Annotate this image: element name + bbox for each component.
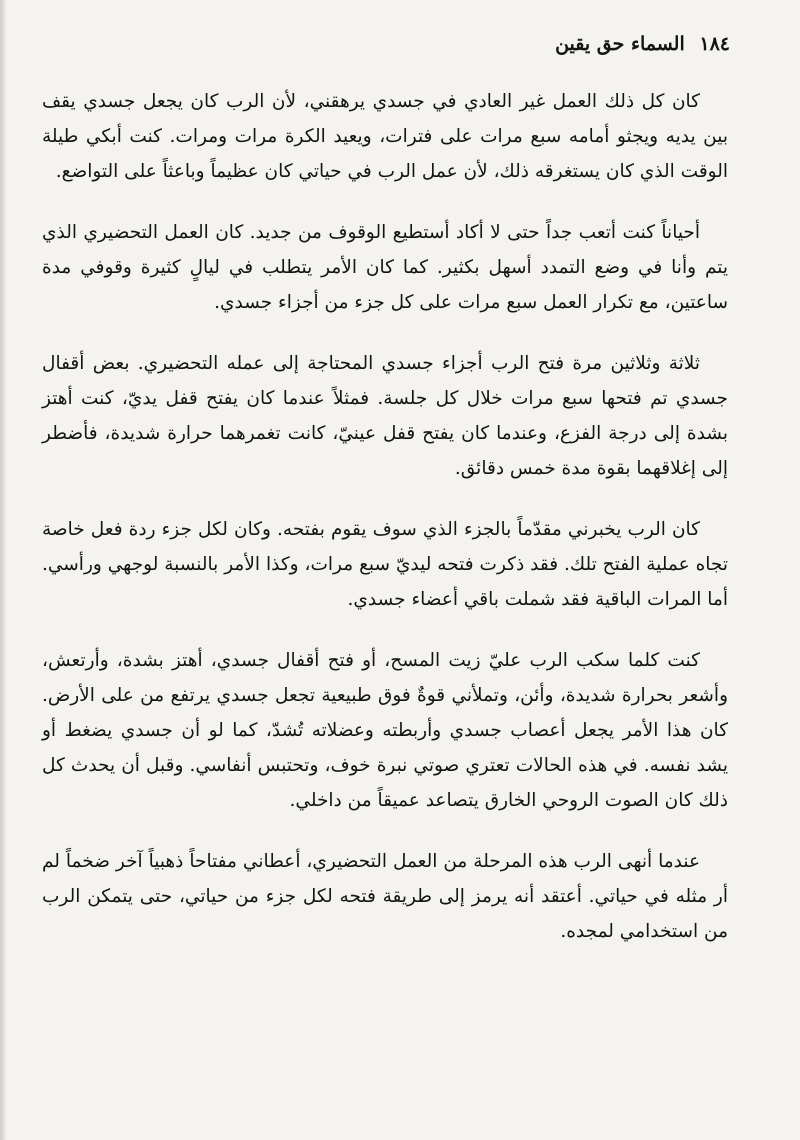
paragraph-4: كان الرب يخبرني مقدّماً بالجزء الذي سوف يقوم بفتحه. وكان لكل جزء ردة فعل خاصة تجاه عملية الفتح تلك. فقد ذكرت فتحه ليديّ سبع مرات، وكذا الأمر بالنسبة لوجهي ورأسي. أما المرات الباقية فقد شملت باقي أعضاء جسدي.	[42, 519, 728, 610]
running-header	[70, 28, 730, 60]
page-number: ١٨٤	[699, 33, 730, 55]
body-text	[42, 84, 728, 975]
paragraph-6: عندما أنهى الرب هذه المرحلة من العمل التحضيري، أعطاني مفتاحاً ذهبياً آخر ضخماً لم أر مثله في حياتي. أعتقد أنه يرمز إلى طريقة فتحه لكل جزء من حياتي، حتى يتمكن الرب من استخدامي لمجده.	[42, 851, 728, 942]
paragraph-3: ثلاثة وثلاثين مرة فتح الرب أجزاء جسدي المحتاجة إلى عمله التحضيري. بعض أقفال جسدي تم فتحها سبع مرات خلال كل جلسة. فمثلاً عندما كان يفتح قفل يديّ، كنت أهتز بشدة إلى درجة الفزع، وعندما كان يفتح قفل عينيّ، كانت تغمرهما حرارة شديدة، فأضطر إلى إغلاقهما بقوة مدة خمس دقائق.	[42, 353, 728, 479]
page-edge	[0, 0, 6, 1140]
paragraph-5: كنت كلما سكب الرب عليّ زيت المسح، أو فتح أقفال جسدي، أهتز بشدة، وأرتعش، وأشعر بحرارة شديدة، وأئن، وتملأني قوةٌ فوق طبيعية تجعل جسدي يرتفع من على الأرض. كان هذا الأمر يجعل أعصاب جسدي وأربطته وعضلاته تُشدّ، كما لو أن جسدي يضغط أو يشد نفسه. في هذه الحالات تعتري صوتي نبرة خوف، وتحتبس أنفاسي. وقبل أن يحدث كل ذلك كان الصوت الروحي الخارق يتصاعد عميقاً من داخلي.	[42, 650, 728, 811]
paragraph-1: كان كل ذلك العمل غير العادي في جسدي يرهقني، لأن الرب كان يجعل جسدي يقف بين يديه ويجثو أمامه سبع مرات على فترات، ويعيد الكرة مرات ومرات. كنت أبكي طيلة الوقت الذي كان يستغرقه ذلك، لأن عمل الرب في حياتي كان عظيماً وباعثاً على التواضع.	[42, 91, 728, 182]
book-title: السماء حق يقين	[555, 33, 685, 55]
paragraph-2: أحياناً كنت أتعب جداً حتى لا أكاد أستطيع الوقوف من جديد. كان العمل التحضيري الذي يتم وأنا في وضع التمدد أسهل بكثير. كما كان الأمر يتطلب في ليالٍ كثيرة وقوفي مدة ساعتين، مع تكرار العمل سبع مرات على كل جزء من أجزاء جسدي.	[42, 222, 728, 313]
